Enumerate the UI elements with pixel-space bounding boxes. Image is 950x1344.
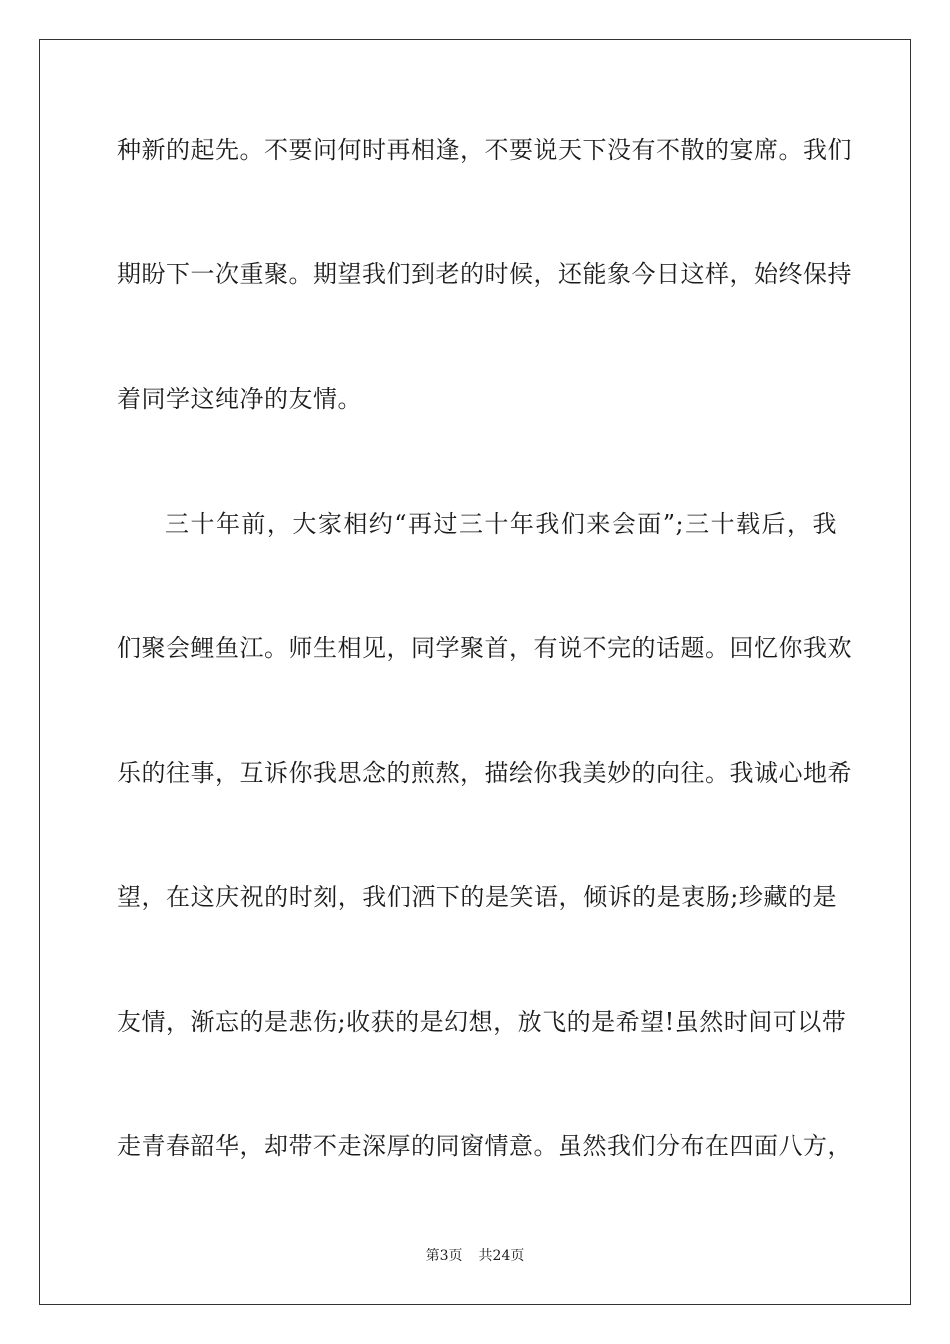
text-line: 三十年前，大家相约“再过三十年我们来会面”;三十载后，我 xyxy=(165,510,837,538)
page-number: 第3页 xyxy=(425,1248,463,1264)
text-line: 走青春韶华，却带不走深厚的同窗情意。虽然我们分布在四面八方， xyxy=(117,1132,852,1160)
text-line: 友情，渐忘的是悲伤;收获的是幻想，放飞的是希望!虽然时间可以带 xyxy=(117,1008,847,1036)
text-line: 乐的往事，互诉你我思念的煎熬，描绘你我美妙的向往。我诚心地希 xyxy=(117,759,852,787)
page-total: 共24页 xyxy=(478,1248,525,1264)
text-line: 望，在这庆祝的时刻，我们洒下的是笑语，倾诉的是衷肠;珍藏的是 xyxy=(117,883,837,911)
page-border xyxy=(39,39,911,1305)
text-line: 种新的起先。不要问何时再相逢，不要说天下没有不散的宴席。我们 xyxy=(117,136,852,164)
text-line: 着同学这纯净的友情。 xyxy=(117,385,362,413)
text-line: 期盼下一次重聚。期望我们到老的时候，还能象今日这样，始终保持 xyxy=(117,260,852,288)
text-line: 们聚会鲤鱼江。师生相见，同学聚首，有说不完的话题。回忆你我欢 xyxy=(117,634,852,662)
page-footer xyxy=(0,1247,950,1265)
